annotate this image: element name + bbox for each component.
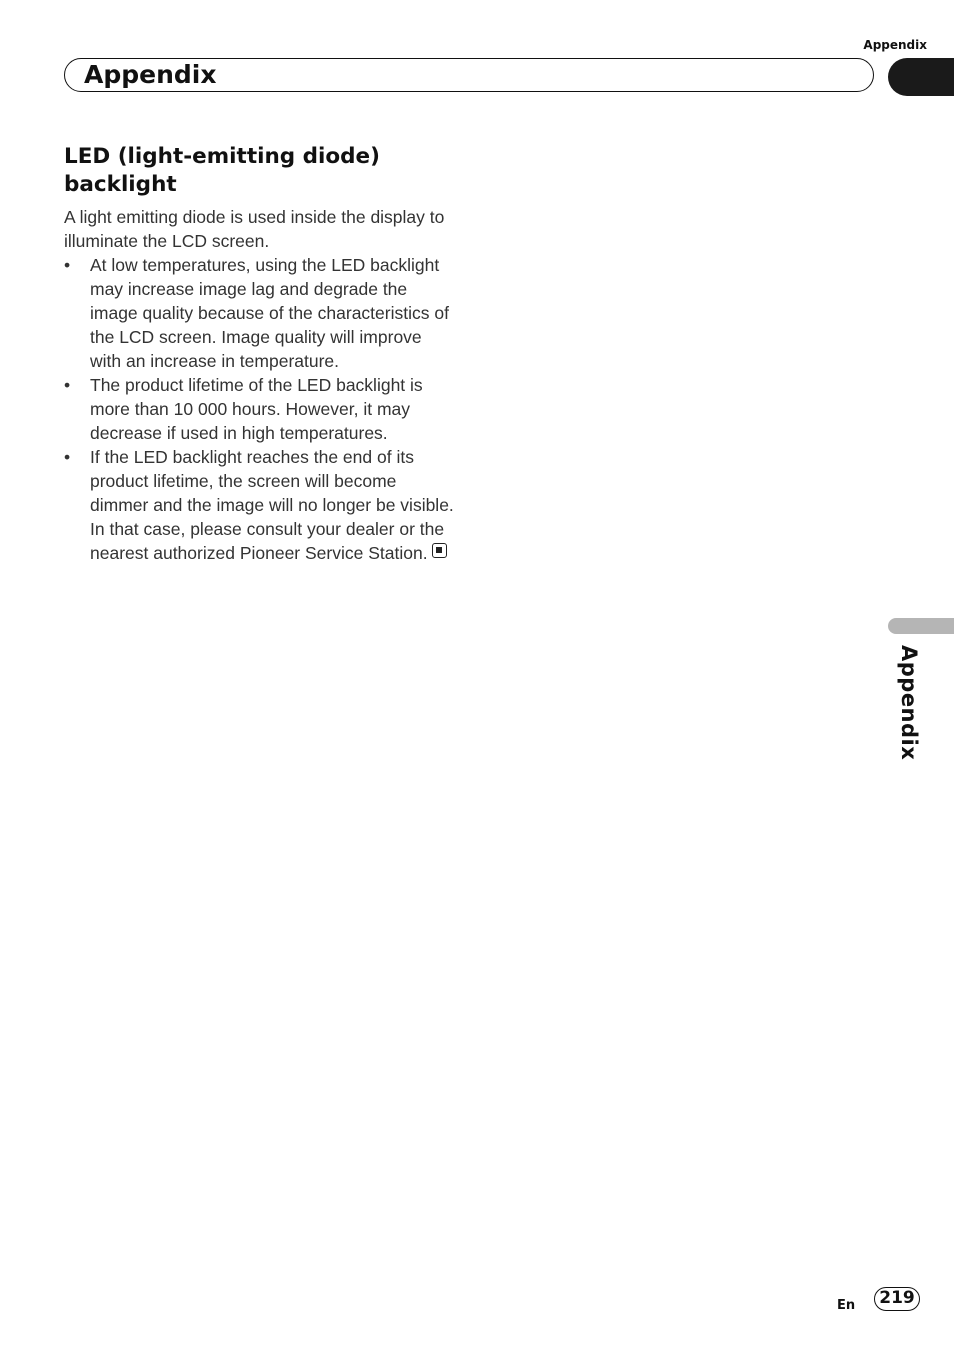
bullet-list — [64, 253, 454, 565]
main-content — [64, 143, 454, 565]
bullet-icon: • — [64, 375, 71, 395]
list-item-text: The product lifetime of the LED backlight is more than 10 000 hours. However, it may decrease if used in high temperatures. — [90, 375, 423, 443]
list-item — [64, 373, 454, 445]
list-item — [64, 445, 454, 565]
article-heading-line2: backlight — [64, 172, 177, 197]
chapter-tab-marker — [888, 58, 954, 96]
side-tab-label: Appendix — [897, 645, 921, 761]
language-code: En — [837, 1298, 856, 1313]
list-item-text: At low temperatures, using the LED backlight may increase image lag and degrade the image quality because of the characteristics of the LCD screen. Image quality will improve with an increase in temperature. — [90, 255, 449, 371]
page-number: 219 — [874, 1287, 920, 1311]
running-head: Appendix — [863, 38, 927, 52]
list-item-text: If the LED backlight reaches the end of its product lifetime, the screen will become dimmer and the image will no longer be visible. In that case, please consult your dealer or the nearest authorized Pioneer Service Station. — [90, 447, 454, 563]
bullet-icon: • — [64, 255, 71, 275]
end-of-section-icon — [432, 543, 447, 558]
side-tab-marker — [888, 618, 954, 634]
article-heading — [64, 143, 454, 199]
list-item — [64, 253, 454, 373]
bullet-icon: • — [64, 447, 71, 467]
article-heading-line1: LED (light-emitting diode) — [64, 144, 380, 169]
section-title: Appendix — [84, 60, 217, 89]
intro-paragraph: A light emitting diode is used inside the display to illuminate the LCD screen. — [64, 207, 445, 251]
